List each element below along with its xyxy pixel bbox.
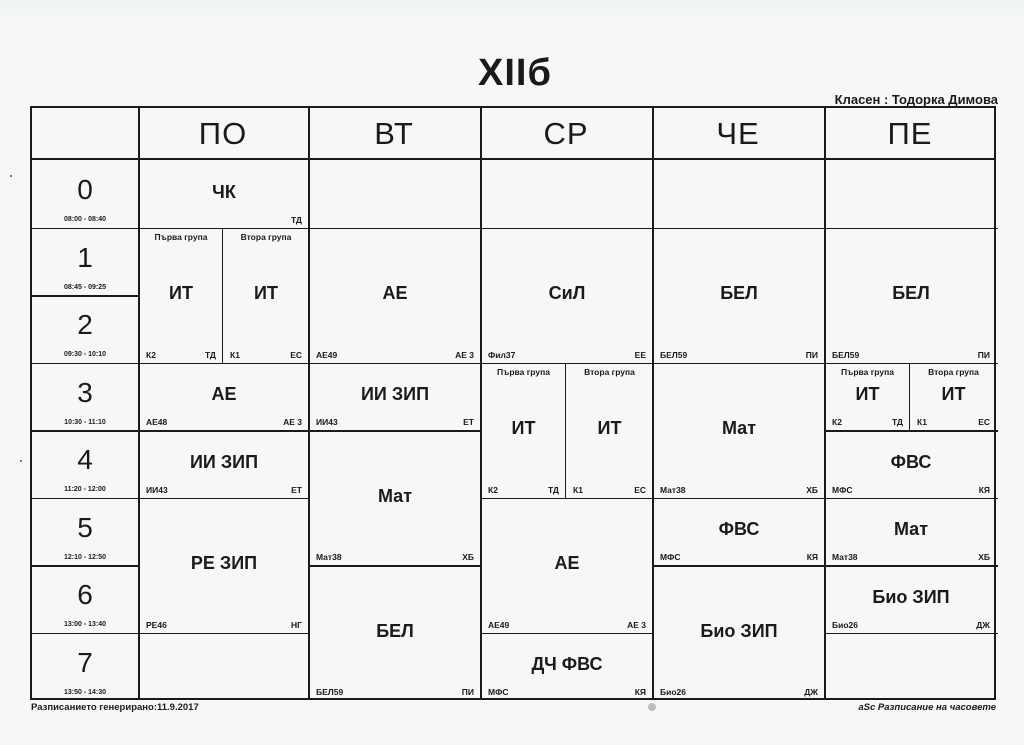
lesson-cell (826, 363, 909, 431)
lesson-cell (482, 363, 565, 498)
subject-name: ИТ (855, 384, 880, 405)
period-time: 11:20 - 12:00 (64, 486, 106, 493)
teacher-code: ХБ (978, 552, 990, 562)
lesson-cell (911, 363, 996, 431)
subject-name: АЕ (554, 553, 580, 573)
subject-name: Био ЗИП (872, 586, 950, 607)
scan-speck (648, 703, 656, 711)
teacher-code: ЕТ (463, 417, 474, 427)
lesson-cell (224, 228, 308, 363)
teacher-code: НГ (291, 619, 302, 630)
teacher-code: ЕС (290, 349, 302, 360)
group-divider (565, 363, 566, 498)
room-label: К1 (573, 484, 583, 495)
group-label: Втора група (240, 231, 292, 242)
day-header-mon: ПО (198, 116, 248, 151)
subject-name: БЕЛ (892, 283, 930, 303)
lesson-cell (567, 363, 652, 498)
group-label: Първа група (841, 366, 894, 377)
scan-speck (10, 175, 12, 177)
lesson-cell (310, 228, 480, 363)
period-time: 09:30 - 10:10 (63, 351, 107, 358)
group-label: Първа група (497, 366, 550, 377)
room-label: Фил37 (488, 349, 516, 360)
lesson-cell (310, 565, 480, 700)
period-number: 1 (77, 241, 93, 273)
room-label: АЕ49 (488, 619, 510, 630)
lesson-cell (140, 498, 308, 633)
lesson-cell (654, 160, 824, 228)
room-label: Мат38 (660, 484, 686, 495)
period-time: 08:00 - 08:40 (63, 216, 107, 223)
group-divider (909, 363, 910, 431)
subject-name: ИТ (941, 384, 966, 405)
day-header-wed: СР (543, 116, 589, 151)
teacher-code: КЯ (978, 484, 990, 495)
room-label: Био26 (660, 687, 686, 697)
period-line (32, 498, 138, 500)
period-number: 7 (77, 646, 93, 678)
timetable-grid (30, 106, 996, 700)
subject-name: ИТ (169, 283, 193, 303)
teacher-code: ХБ (806, 484, 818, 495)
period-line (32, 565, 138, 567)
teacher-code: КЯ (634, 687, 646, 697)
lesson-cell (140, 430, 308, 498)
lesson-cell (310, 160, 480, 228)
teacher-code: АЕ 3 (627, 619, 646, 630)
subject-name: ФВС (890, 451, 932, 472)
subject-name: Мат (377, 485, 413, 506)
subject-name: Мат (893, 519, 929, 540)
lesson-cell (826, 565, 996, 633)
class-title: XIIб (478, 52, 552, 94)
lesson-cell (826, 160, 996, 228)
period-time: 13:00 - 13:40 (63, 621, 107, 628)
teacher-code: ДЖ (804, 687, 818, 697)
subject-name: ДЧ ФВС (531, 654, 603, 675)
period-number: 5 (77, 511, 93, 543)
lesson-cell (654, 363, 824, 498)
teacher-code: ЕС (978, 417, 990, 427)
room-label: К2 (488, 484, 498, 495)
generated-note: Разписанието генерирано:11.9.2017 (31, 702, 199, 713)
room-label: МФС (488, 687, 509, 697)
period-number: 4 (77, 444, 93, 475)
day-header-tue: ВТ (374, 116, 414, 151)
subject-name: ИТ (511, 418, 536, 438)
period-time: 10:30 - 11:10 (64, 418, 106, 426)
room-label: МФС (660, 552, 681, 562)
subject-name: Мат (721, 418, 757, 438)
teacher-code: ТД (204, 349, 216, 360)
period-number: 2 (77, 309, 93, 340)
period-number: 3 (77, 376, 93, 408)
lesson-cell (826, 228, 996, 363)
period-time: 13:50 - 14:30 (63, 688, 107, 696)
subject-name: ИИ ЗИП (360, 384, 430, 405)
teacher-code: ЕТ (291, 484, 302, 495)
room-label: ИИ43 (316, 417, 338, 427)
teacher-code: ТД (891, 417, 903, 427)
scan-speck (20, 460, 22, 462)
lesson-cell (482, 228, 652, 363)
teacher-code: ХБ (462, 552, 474, 562)
lesson-cell (482, 160, 652, 228)
teacher-code: ТД (290, 214, 302, 225)
room-label: АЕ48 (146, 417, 168, 427)
teacher-code: ПИ (461, 687, 474, 697)
period-line (32, 430, 138, 432)
teacher-code: ПИ (805, 349, 818, 360)
room-label: АЕ49 (316, 349, 338, 360)
room-label: К1 (917, 417, 927, 427)
lesson-cell (482, 498, 652, 633)
lesson-cell (826, 430, 996, 498)
subject-name: ИИ ЗИП (189, 451, 259, 472)
lesson-cell (654, 228, 824, 363)
subject-name: ЧК (212, 181, 236, 202)
period-number: 0 (77, 174, 93, 205)
lesson-cell (482, 633, 652, 701)
room-label: РЕ46 (146, 619, 167, 630)
group-divider (222, 228, 223, 363)
room-label: К1 (230, 349, 240, 360)
teacher-code: КЯ (806, 552, 818, 562)
subject-name: ИТ (254, 283, 278, 303)
room-label: МФС (832, 484, 853, 495)
teacher-code: ПИ (977, 349, 990, 360)
subject-name: ИТ (597, 418, 622, 438)
room-label: Мат38 (832, 552, 858, 562)
subject-name: БЕЛ (720, 283, 758, 303)
software-credit: aSc Разписание на часовете (858, 702, 996, 713)
class-teacher: Класен : Тодорка Димова (834, 92, 998, 107)
teacher-code: ЕС (634, 484, 646, 495)
room-label: Мат38 (316, 552, 342, 562)
subject-name: АЕ (211, 384, 237, 405)
room-label: Био26 (832, 619, 858, 630)
period-line (32, 295, 138, 297)
room-label: БЕЛ59 (660, 349, 688, 360)
day-header-fri: ПЕ (887, 116, 933, 151)
period-line (32, 633, 138, 635)
teacher-code: АЕ 3 (455, 349, 474, 360)
group-label: Втора група (584, 366, 635, 377)
room-label: ИИ43 (146, 484, 168, 495)
room-label: БЕЛ59 (316, 687, 344, 697)
lesson-cell (310, 430, 480, 565)
lesson-cell (140, 633, 308, 701)
teacher-code: ДЖ (976, 619, 990, 630)
subject-name: Био ЗИП (700, 620, 778, 641)
subject-name: АЕ (382, 283, 408, 303)
period-time: 08:45 - 09:25 (63, 283, 107, 291)
lesson-cell (310, 363, 480, 431)
teacher-code: АЕ 3 (283, 417, 302, 427)
room-label: К2 (146, 349, 156, 360)
subject-name: СиЛ (548, 283, 586, 303)
teacher-code: ЕЕ (634, 349, 646, 360)
lesson-cell (140, 228, 222, 363)
lesson-cell (654, 565, 824, 700)
subject-name: БЕЛ (376, 620, 414, 641)
room-label: К2 (832, 417, 842, 427)
period-line (32, 363, 138, 365)
period-line (32, 228, 138, 230)
lesson-cell (826, 498, 996, 566)
room-label: БЕЛ59 (832, 349, 860, 360)
lesson-cell (654, 498, 824, 566)
day-header-thu: ЧЕ (716, 116, 760, 151)
group-label: Втора група (928, 366, 979, 377)
period-time: 12:10 - 12:50 (63, 553, 107, 561)
scan-edge (0, 0, 1024, 16)
subject-name: ФВС (718, 519, 760, 540)
group-label: Първа група (154, 231, 208, 242)
subject-name: РЕ ЗИП (190, 553, 258, 573)
period-number: 6 (77, 579, 93, 610)
teacher-code: ТД (547, 484, 559, 495)
lesson-cell (140, 160, 308, 228)
lesson-cell (826, 633, 996, 701)
lesson-cell (140, 363, 308, 431)
